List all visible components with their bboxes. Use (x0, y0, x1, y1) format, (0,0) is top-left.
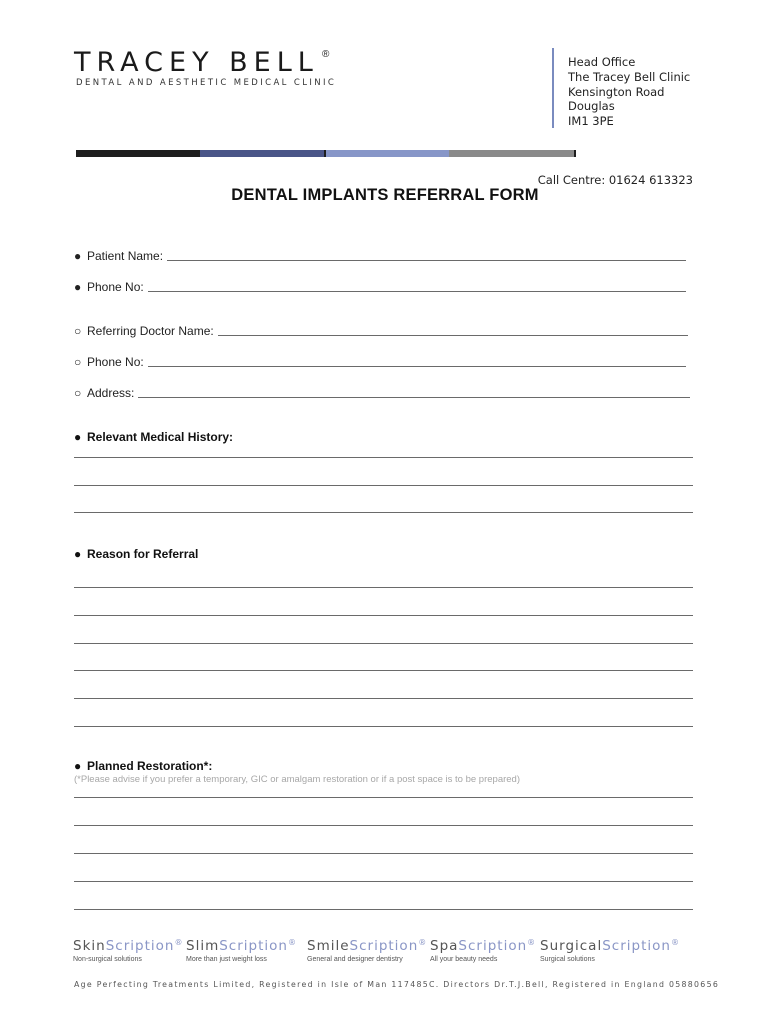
brand-tagline: General and designer dentistry (307, 956, 403, 963)
reason-line[interactable] (74, 670, 693, 671)
patient-phone-label: Phone No: (87, 280, 144, 294)
bullet-icon: ● (74, 759, 82, 773)
clinic-logo-name: TRACEY BELL (74, 47, 319, 78)
brand-name-part: Scription (349, 938, 419, 954)
registered-mark: ® (418, 938, 428, 947)
medical-history-line[interactable] (74, 485, 693, 486)
doctor-name-label: Referring Doctor Name: (87, 324, 214, 338)
form-title-text: DENTAL IMPLANTS REFERRAL FORM (231, 186, 539, 204)
brand-name-part: Surgical (540, 938, 603, 954)
brand-smilescription (307, 938, 427, 963)
doctor-phone-row (74, 353, 694, 369)
reason-line[interactable] (74, 615, 693, 616)
registered-mark: ® (174, 938, 184, 947)
address-line: Douglas (568, 99, 615, 114)
header-stripe-segment (200, 150, 324, 157)
brand-slimscription (186, 938, 297, 963)
clinic-logo-subtitle: DENTAL AND AESTHETIC MEDICAL CLINIC (76, 78, 337, 88)
brand-strip (73, 938, 713, 978)
brand-name-part: Spa (430, 938, 459, 954)
address-line: Head Office (568, 55, 636, 69)
doctor-address-field[interactable] (138, 386, 690, 398)
medical-history-heading (74, 430, 233, 444)
patient-phone-row (74, 278, 694, 294)
open-bullet-icon: ○ (74, 355, 82, 369)
restoration-line[interactable] (74, 825, 693, 826)
reason-line[interactable] (74, 698, 693, 699)
medical-history-line[interactable] (74, 457, 693, 458)
call-centre-number: Call Centre: 01624 613323 (537, 173, 693, 187)
brand-tagline: More than just weight loss (186, 956, 267, 963)
registered-mark: ® (527, 938, 537, 947)
address-line: IM1 3PE (568, 114, 614, 129)
patient-name-label: Patient Name: (87, 249, 164, 263)
bullet-icon: ● (74, 430, 82, 444)
medical-history-heading-text: Relevant Medical History: (87, 430, 234, 444)
legal-footer: Age Perfecting Treatments Limited, Registered in Isle of Man 117485C. Directors Dr.T.J.Bell, Registered in England 05880656 (74, 980, 720, 989)
medical-history-line[interactable] (74, 512, 693, 513)
brand-tagline: Non-surgical solutions (73, 956, 142, 963)
brand-name-part: Scription (219, 938, 288, 954)
reason-heading-text: Reason for Referral (87, 547, 199, 561)
brand-surgicalscription (540, 938, 680, 963)
restoration-line[interactable] (74, 881, 693, 882)
open-bullet-icon: ○ (74, 386, 82, 400)
reason-line[interactable] (74, 726, 693, 727)
patient-phone-field[interactable] (148, 280, 686, 292)
brand-name-part: Skin (73, 938, 106, 954)
brand-name-part: Scription (105, 938, 175, 954)
brand-name-part: Smile (307, 938, 350, 954)
restoration-note: (*Please advise if you prefer a temporary, GIC or amalgam restoration or if a post space is to be prepared) (74, 774, 521, 785)
brand-tagline: All your beauty needs (430, 956, 498, 963)
header-stripe-segment (76, 150, 200, 157)
doctor-phone-label: Phone No: (87, 355, 144, 369)
brand-tagline: Surgical solutions (540, 956, 595, 963)
doctor-name-row (74, 322, 694, 338)
restoration-line[interactable] (74, 853, 693, 854)
bullet-icon: ● (74, 249, 82, 263)
reason-line[interactable] (74, 587, 693, 588)
doctor-address-label: Address: (87, 386, 135, 400)
doctor-phone-field[interactable] (148, 355, 686, 367)
brand-skinscription (73, 938, 183, 963)
registered-mark: ® (322, 49, 330, 60)
restoration-heading (74, 759, 212, 773)
restoration-line[interactable] (74, 797, 693, 798)
registered-mark: ® (670, 938, 680, 947)
patient-name-field[interactable] (167, 249, 686, 261)
brand-spascription (430, 938, 536, 963)
restoration-heading-text: Planned Restoration*: (87, 759, 213, 773)
reason-line[interactable] (74, 643, 693, 644)
brand-name-part: Scription (458, 938, 528, 954)
header-stripe-segment (449, 150, 574, 157)
doctor-address-row (74, 384, 694, 400)
patient-name-row (74, 247, 694, 263)
address-line: Kensington Road (568, 84, 665, 99)
reason-heading (74, 547, 198, 561)
head-office-address (568, 55, 690, 129)
header-stripe-segment (326, 150, 449, 157)
open-bullet-icon: ○ (74, 324, 82, 338)
form-title (0, 186, 770, 205)
doctor-name-field[interactable] (218, 324, 688, 336)
restoration-line[interactable] (74, 909, 693, 910)
bullet-icon: ● (74, 547, 82, 561)
header-stripe-divider (574, 150, 576, 157)
registered-mark: ® (287, 938, 297, 947)
address-divider (552, 48, 554, 128)
brand-name-part: Slim (186, 938, 220, 954)
address-line: The Tracey Bell Clinic (568, 69, 691, 84)
bullet-icon: ● (74, 280, 82, 294)
brand-name-part: Scription (602, 938, 671, 954)
